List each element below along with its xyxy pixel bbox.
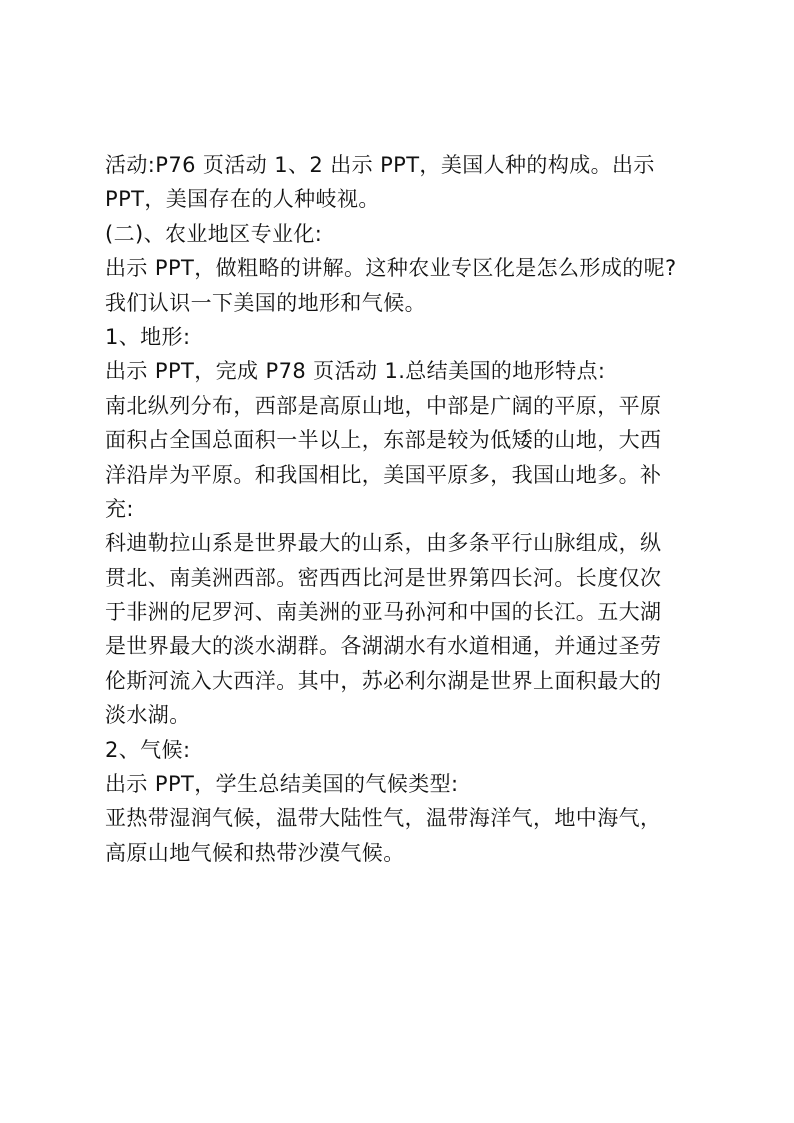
text-line: 出示 PPT，学生总结美国的气候类型: [105,772,459,797]
document-body [105,148,725,870]
text-line: 出示 PPT，做粗略的讲解。这种农业专区化是怎么形成的呢? [105,256,677,281]
text-line: 淡水湖。 [105,703,191,728]
text-line: 伦斯河流入大西洋。其中，苏必利尔湖是世界上面积最大的 [105,668,662,693]
section-heading: (二)、农业地区专业化: [105,221,323,246]
text-line: 高原山地气候和热带沙漠气候。 [105,840,405,865]
text-line: 活动:P76 页活动 1、2 出示 PPT，美国人种的构成。出示 [105,153,655,177]
text-line: 贯北、南美洲西部。密西西比河是世界第四长河。长度仅次 [105,565,662,590]
text-line: 面积占全国总面积一半以上，东部是较为低矮的山地，大西 [105,428,662,453]
text-line: 洋沿岸为平原。和我国相比，美国平原多，我国山地多。补 [105,462,662,487]
subsection-heading: 2、气候: [105,737,191,762]
text-line: 充: [105,496,134,521]
text-line: 亚热带湿润气候，温带大陆性气，温带海洋气，地中海气， [105,806,662,831]
text-line: 科迪勒拉山系是世界最大的山系，由多条平行山脉组成，纵 [105,531,662,556]
text-line: 是世界最大的淡水湖群。各湖湖水有水道相通，并通过圣劳 [105,634,662,659]
subsection-heading: 1、地形: [105,324,191,349]
text-line: 我们认识一下美国的地形和气候。 [105,290,426,315]
text-line: PPT，美国存在的人种岐视。 [105,187,380,212]
text-line: 南北纵列分布，西部是高原山地，中部是广阔的平原，平原 [105,393,662,418]
text-line: 出示 PPT，完成 P78 页活动 1.总结美国的地形特点: [105,359,606,384]
text-line: 于非洲的尼罗河、南美洲的亚马孙河和中国的长江。五大湖 [105,600,662,625]
